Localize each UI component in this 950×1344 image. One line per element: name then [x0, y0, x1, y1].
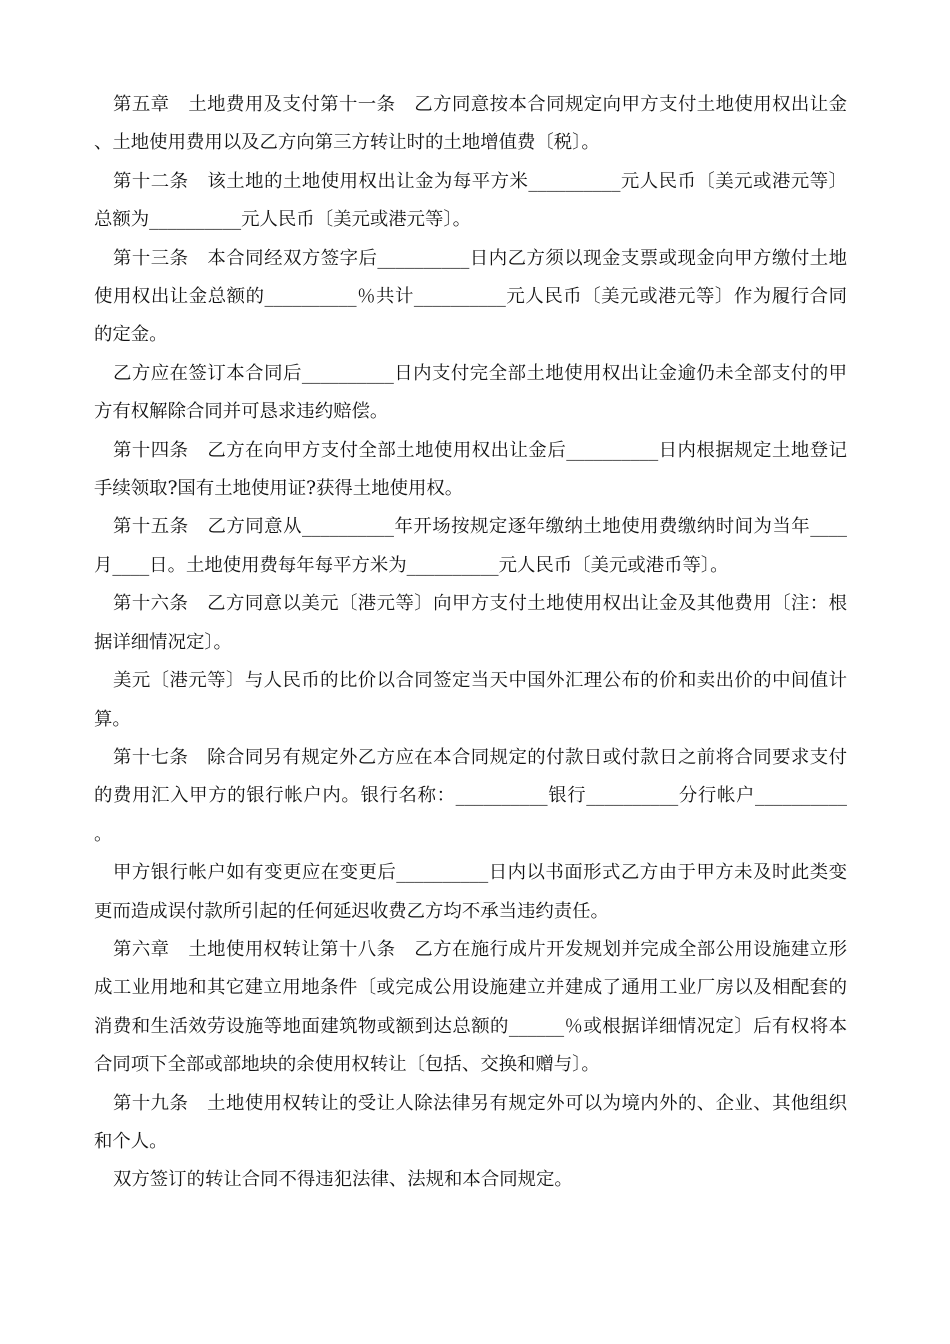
paragraph-transfer-contract: 双方签订的转让合同不得违犯法律、法规和本合同规定。 [113, 1169, 573, 1191]
paragraph-article14: 第十四条 乙方在向甲方支付全部土地使用权出让金后__________日内根据规定土地登记手续领取?国有土地使用证?获得土地使用权。 [94, 439, 847, 500]
paragraph-exchange-rate: 美元〔港元等〕与人民币的比价以合同签定当天中国外汇理公布的价和卖出价的中间值计算。 [94, 670, 847, 730]
paragraph-chapter6-article18: 第六章 土地使用权转让第十八条 乙方在施行成片开发规划并完成全部公用设施建立形成工业用地和其它建立用地条件〔或完成公用设施建立并建成了通用工业厂房以及相配套的消费和生活效劳设施等地面建筑物或额到达总额的______％或根据详细情况定〕后有权将本合同项下全部或部地块的余使用权转让〔包括、交换和赠与〕。 [94, 938, 847, 1076]
paragraph-article13: 第十三条 本合同经双方签字后__________日内乙方须以现金支票或现金向甲方缴付土地使用权出让金总额的__________％共计__________元人民币〔美元或港元等〕作为履行合同的定金。 [94, 247, 847, 346]
paragraph-bank-account-change: 甲方银行帐户如有变更应在变更后__________日内以书面形式乙方由于甲方未及时此类变更而造成误付款所引起的任何延迟收费乙方均不承当违约责任。 [94, 862, 847, 922]
paragraph-article16: 第十六条 乙方同意以美元〔港元等〕向甲方支付土地使用权出让金及其他费用〔注：根据详细情况定〕。 [94, 593, 847, 653]
paragraph-article19: 第十九条 土地使用权转让的受让人除法律另有规定外可以为境内外的、企业、其他组织和个人。 [94, 1092, 847, 1152]
paragraph-article15: 第十五条 乙方同意从__________年开场按规定逐年缴纳土地使用费缴纳时间为当年____月____日。土地使用费每年每平方米为__________元人民币〔美元或港币等〕。 [94, 516, 847, 576]
paragraph-article17: 第十七条 除合同另有规定外乙方应在本合同规定的付款日或付款日之前将合同要求支付的费用汇入甲方的银行帐户内。银行名称：__________银行__________分行帐户__________。 [94, 746, 847, 845]
paragraph-chapter5-article11: 第五章 土地费用及支付第十一条 乙方同意按本合同规定向甲方支付土地使用权出让金、土地使用费用以及乙方向第三方转让时的土地增值费〔税〕。 [94, 94, 847, 154]
paragraph-article12: 第十二条 该土地的土地使用权出让金为每平方米__________元人民币〔美元或港元等〕总额为__________元人民币〔美元或港元等〕。 [94, 170, 847, 231]
paragraph-article13-continued: 乙方应在签订本合同后__________日内支付完全部土地使用权出让金逾仍未全部支付的甲方有权解除合同并可恳求违约赔偿。 [94, 362, 847, 423]
document-body [94, 86, 847, 1200]
